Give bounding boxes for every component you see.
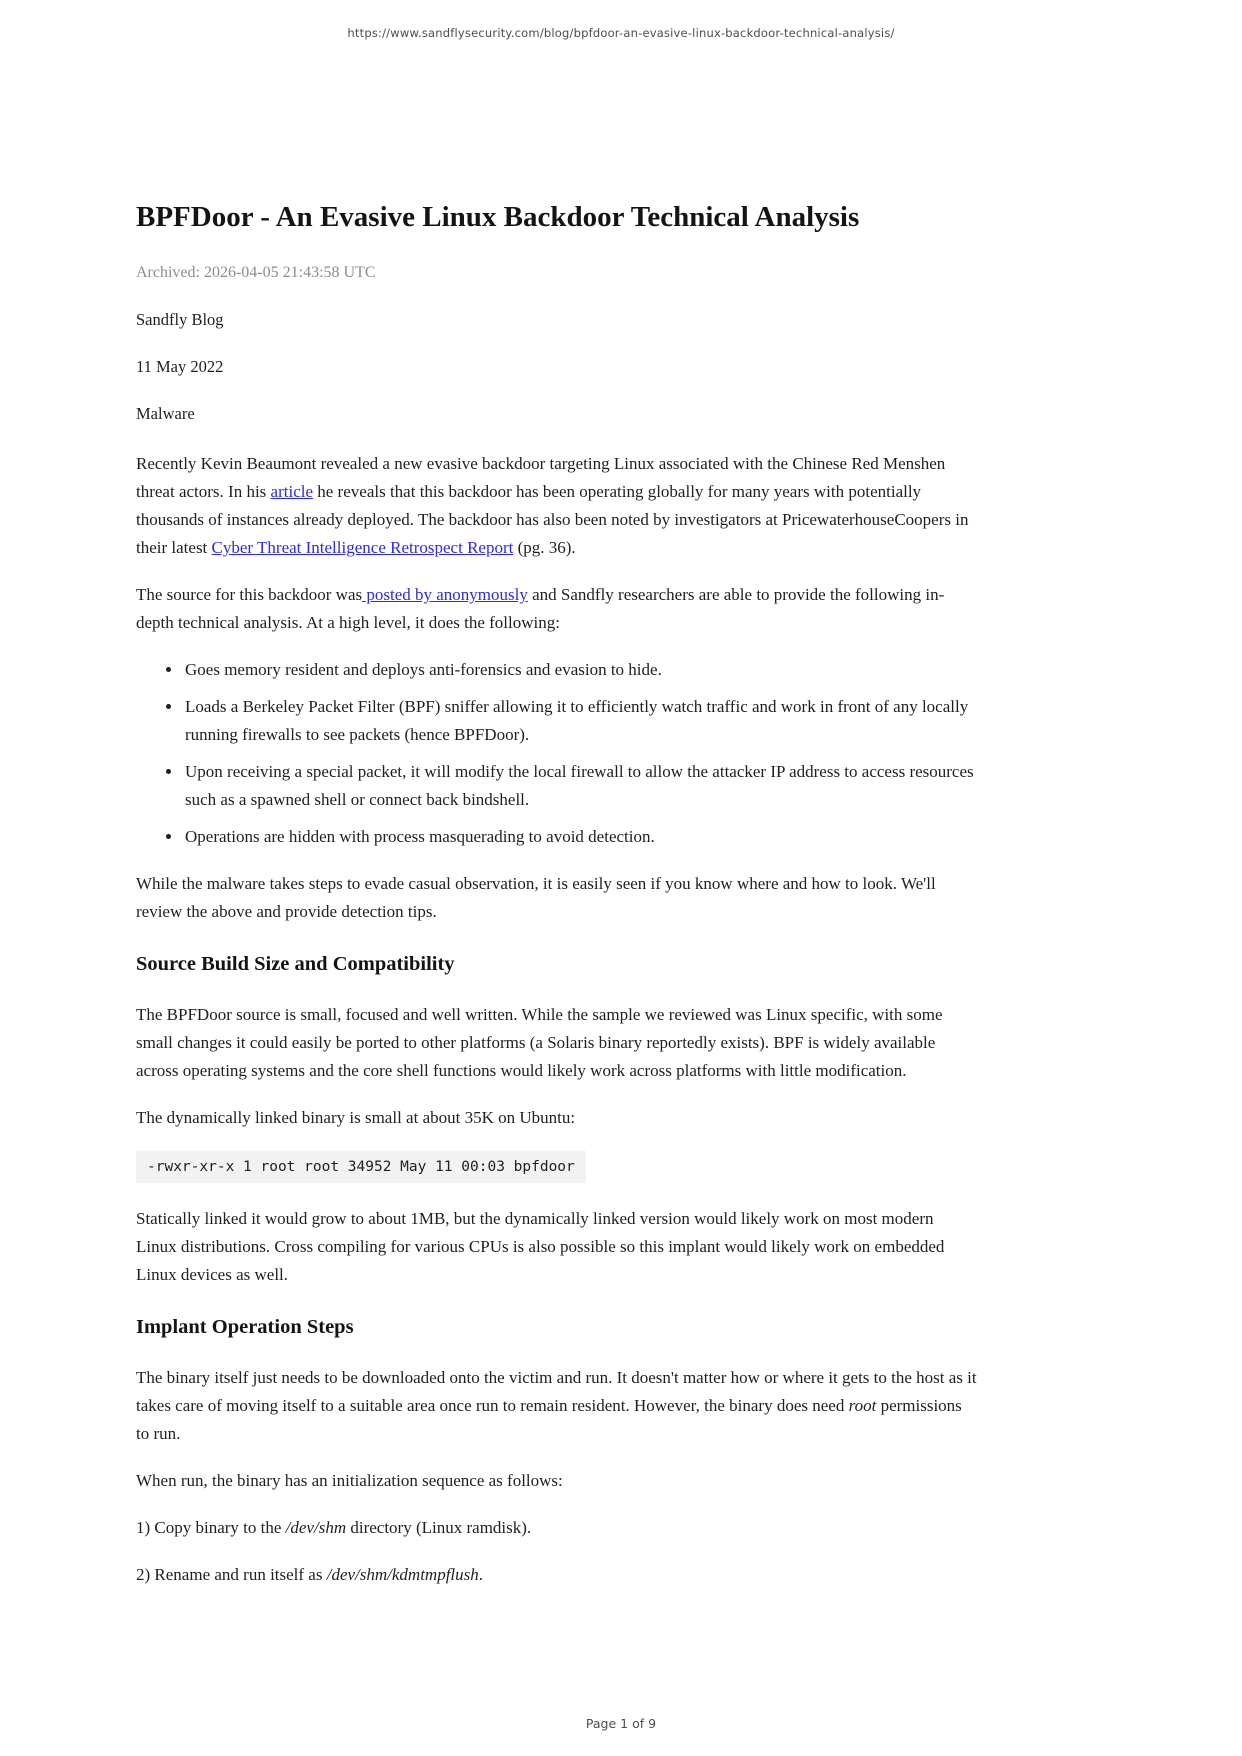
cyber-threat-report-link[interactable]: Cyber Threat Intelligence Retrospect Report: [211, 537, 514, 557]
article-link[interactable]: article: [270, 481, 314, 501]
file-path: /dev/shm: [285, 1517, 347, 1537]
paragraph-text: Recently Kevin Beaumont revealed a new evasive backdoor targeting Linux associated with the Chinese Red Menshen threat actors. In his: [136, 453, 946, 501]
ls-output-code-block: -rwxr-xr-x 1 root root 34952 May 11 00:03 bpfdoor: [136, 1151, 586, 1183]
paragraph-intro-2: [136, 581, 977, 637]
behavior-bullet-list: [136, 656, 977, 851]
paragraph-build-1: The BPFDoor source is small, focused and well written. While the sample we reviewed was Linux specific, with some small changes it could easily be ported to other platforms (a Solaris binary reportedly exists). BPF is widely available across operating systems and the core shell functions would likely work across platforms with little modification.: [136, 1004, 943, 1080]
init-step-1: [136, 1514, 977, 1542]
paragraph-text: 1) Copy binary to the: [136, 1517, 286, 1537]
paragraph-text: (pg. 36).: [513, 537, 576, 557]
paragraph-text: 2) Rename and run itself as: [136, 1564, 327, 1584]
paragraph-text: he reveals that this backdoor has been operating globally for many years with potentially thousands of instances already deployed. The backdoor has also been noted by investigators at PricewaterhouseCoopers in their latest: [136, 481, 969, 557]
paragraph-text: .: [478, 1564, 484, 1584]
list-item: • Loads a Berkeley Packet Filter (BPF) sniffer allowing it to efficiently watch traffic and work in front of any locally running firewalls to see packets (hence BPFDoor).: [183, 693, 977, 749]
paragraph-text: The source for this backdoor was: [136, 584, 363, 604]
code-block-wrap: [136, 1151, 977, 1183]
paragraph-text: and Sandfly researchers are able to provide the following in-depth technical analysis. At a high level, it does the following:: [136, 584, 945, 632]
article-category: Malware: [136, 403, 195, 423]
file-path: /dev/shm/kdmtmpflush: [326, 1564, 479, 1584]
page-title: BPFDoor - An Evasive Linux Backdoor Technical Analysis: [136, 201, 860, 233]
article-date: 11 May 2022: [136, 356, 224, 376]
paragraph-text: The binary itself just needs to be downloaded onto the victim and run. It doesn't matter how or where it gets to the host as it takes care of moving itself to a suitable area once run to remain resident. However, the binary does need: [136, 1367, 977, 1415]
paragraph-text: directory (Linux ramdisk).: [346, 1517, 532, 1537]
list-item: • Goes memory resident and deploys anti-forensics and evasion to hide.: [183, 656, 977, 684]
section-heading-source-build: Source Build Size and Compatibility: [136, 952, 455, 975]
list-item: • Upon receiving a special packet, it will modify the local firewall to allow the attacker IP address to access resources such as a spawned shell or connect back bindshell.: [183, 758, 977, 814]
paragraph-text: permissions to run.: [136, 1395, 962, 1443]
print-footer-page-number: Page 1 of 9: [585, 1716, 657, 1731]
print-header-url: https://www.sandflysecurity.com/blog/bpfdoor-an-evasive-linux-backdoor-technical-analysis/: [347, 26, 895, 40]
paragraph-intro-1: [136, 450, 977, 562]
posted-anonymously-link[interactable]: posted by anonymously: [362, 584, 528, 604]
section-heading-implant-operation: Implant Operation Steps: [136, 1315, 354, 1338]
init-step-2: [136, 1561, 977, 1589]
blog-name: Sandfly Blog: [136, 309, 224, 329]
paragraph-intro-3: While the malware takes steps to evade casual observation, it is easily seen if you know where and how to look. We'll review the above and provide detection tips.: [136, 873, 936, 921]
archived-timestamp: Archived: 2026-04-05 21:43:58 UTC: [136, 263, 376, 281]
list-item: • Operations are hidden with process masquerading to avoid detection.: [183, 823, 977, 851]
paragraph-build-3: Statically linked it would grow to about 1MB, but the dynamically linked version would likely work on most modern Linux distributions. Cross compiling for various CPUs is also possible so this implant would likely work on embedded Linux devices as well.: [136, 1208, 945, 1284]
paragraph-build-2: The dynamically linked binary is small at about 35K on Ubuntu:: [136, 1107, 576, 1127]
paragraph-implant-1: [136, 1364, 977, 1448]
emphasized-term: root: [848, 1395, 877, 1415]
paragraph-implant-2: When run, the binary has an initialization sequence as follows:: [136, 1470, 563, 1490]
article-content: [136, 200, 977, 1608]
